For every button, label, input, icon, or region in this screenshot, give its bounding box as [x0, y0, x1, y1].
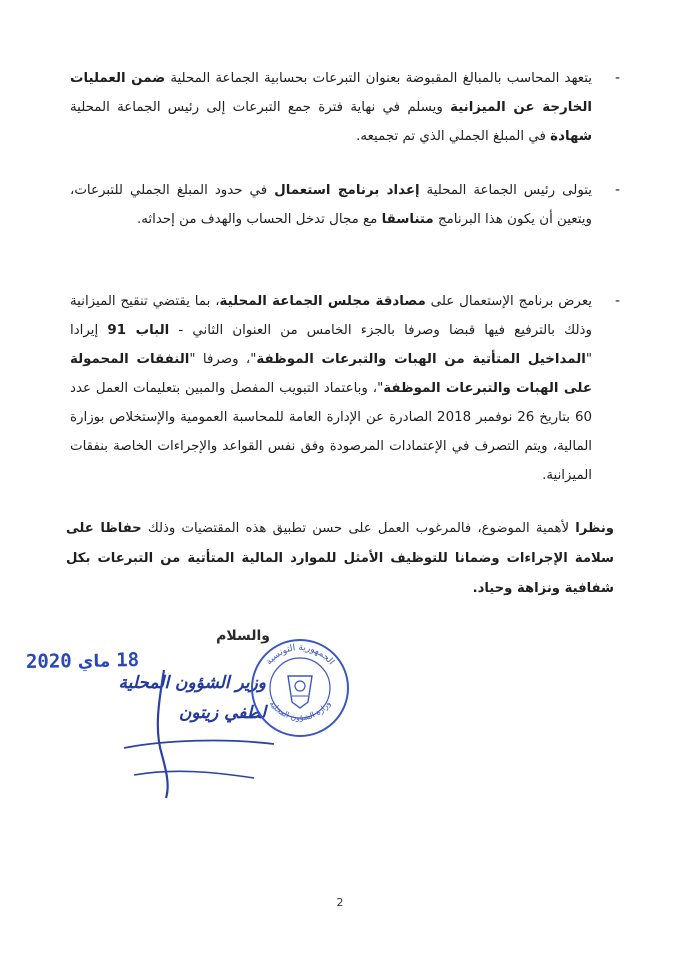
bold-text: ضمن العمليات الخارجة عن الميزانية — [70, 71, 592, 115]
bold-text: شهادة — [550, 129, 592, 144]
text: يتعهد المحاسب بالمبالغ المقبوضة بعنوان التبرعات بحسابية الجماعة المحلية — [165, 71, 592, 86]
bullet: - — [614, 182, 620, 198]
date-year: 2020 — [25, 650, 72, 673]
bold-text: متناسقا — [381, 212, 434, 227]
text: يتولى رئيس الجماعة المحلية — [419, 183, 593, 198]
text: في حدود المبلغ الجملي للتبرعات، ويتعين أن يكون هذا البرنامج — [70, 183, 592, 227]
paragraph-council-approval — [70, 287, 620, 490]
paragraph-usage-program — [70, 176, 620, 234]
date-day: 18 — [116, 649, 140, 672]
bold-text: الباب 91 — [107, 323, 170, 338]
paragraph-accountant-commitment — [70, 64, 620, 151]
bullet: - — [614, 70, 620, 86]
text: ، بما يقتضي تنقيح الميزانية وذلك بالترفيع فيها قبضا وصرفا بالجزء الخامس من العنوان الثاني - — [70, 294, 592, 338]
date-month: ماي — [77, 651, 111, 673]
bold-text: ونظرا — [575, 521, 614, 536]
signer-title: وزير الشؤون المحلية — [118, 673, 266, 693]
official-seal-icon — [248, 636, 352, 740]
paragraph-conclusion — [66, 514, 614, 604]
bold-text: مصادقة مجلس الجماعة المحلية — [219, 294, 426, 309]
text: في المبلغ الجملي الذي تم تجميعه. — [356, 129, 551, 144]
bullet: - — [614, 293, 620, 309]
text: "، وصرفا " — [189, 352, 257, 367]
text: يعرض برنامج الإستعمال على — [425, 294, 593, 309]
bold-text: النفقات المحمولة على الهبات والتبرعات الموظفة — [70, 352, 592, 396]
seal-text-bottom: وزارة الشؤون المحلية — [267, 699, 333, 723]
bold-text: إعداد برنامج استعمال — [274, 183, 420, 198]
text: "، وباعتماد التبويب المفصل والمبين بتعليمات العمل عدد 60 بتاريخ 26 نوفمبر 2018 الصادرة عن الإدارة العامة للمحاسبة العمومية والإستخلاص بوزارة المالية، ويتم التصرف في الإعتمادات المرصودة وفق نفس القواعد والإجراءات الخاصة بنفقات الميزانية. — [70, 381, 592, 483]
signature-block — [96, 668, 266, 778]
text: ويسلم في نهاية فترة جمع التبرعات إلى رئيس الجماعة المحلية — [70, 100, 451, 115]
signer-name: لطفي زيتون — [178, 703, 266, 723]
seal-text-top: الجمهورية التونسية — [264, 642, 336, 668]
bold-text: حفاظا على سلامة الإجراءات وضمانا للتوظيف الأمثل للموارد المالية المتأتية من التبرعات بكل شفافية ونزاهة وحياد. — [66, 521, 614, 596]
page-number: 2 — [336, 896, 344, 909]
text: لأهمية الموضوع، فالمرغوب العمل على حسن تطبيق هذه المقتضيات وذلك — [141, 521, 576, 536]
text: إيرادا " — [70, 323, 592, 367]
closing-salutation: والسلام — [216, 628, 270, 644]
bold-text: المداخيل المتأتية من الهبات والتبرعات الموظفة — [256, 352, 586, 367]
text: مع مجال تدخل الحساب والهدف من إحداثه. — [136, 212, 382, 227]
